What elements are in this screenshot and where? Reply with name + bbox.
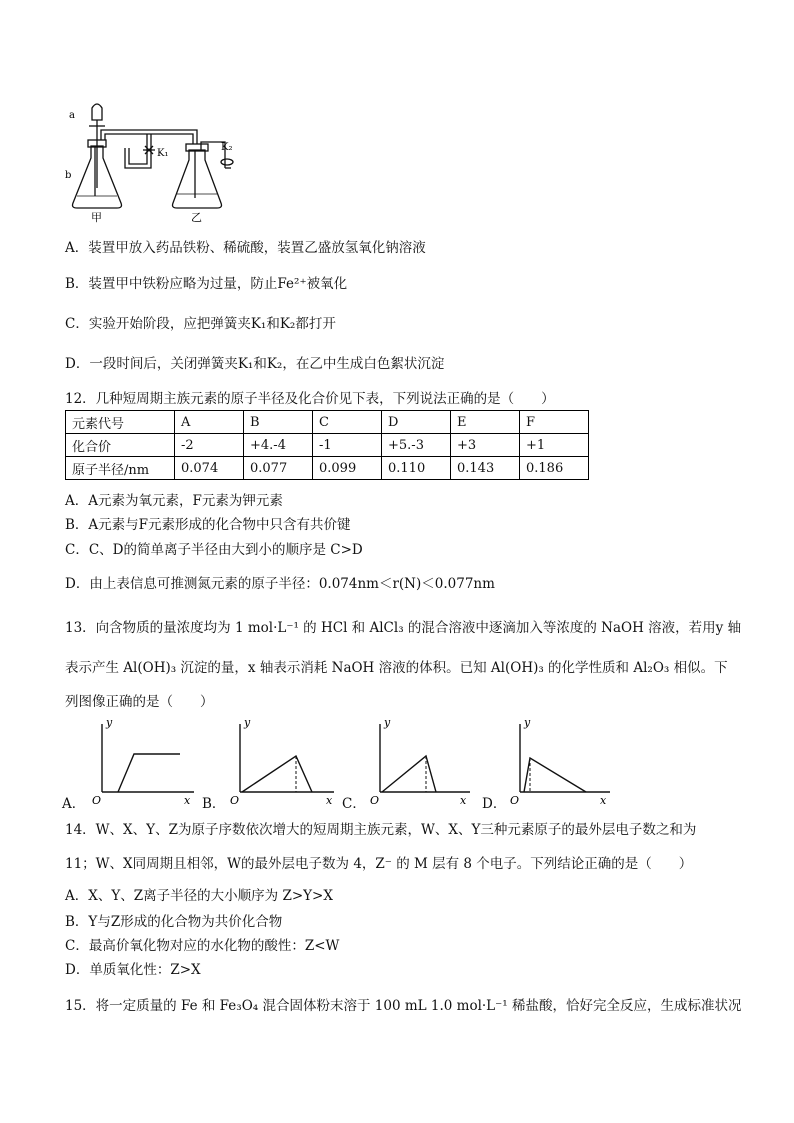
q12-stem: 12．几种短周期主族元素的原子半径及化合价见下表，下列说法正确的是（ ）: [65, 391, 555, 407]
q11-option-a: A．装置甲放入药品铁粉、稀硫酸，装置乙盛放氢氧化钠溶液: [65, 240, 426, 256]
apparatus-label-b: b: [65, 170, 72, 181]
q11-option-c: C．实验开始阶段，应把弹簧夹K₁和K₂都打开: [65, 316, 336, 332]
table-cell: +3: [451, 434, 520, 457]
q14-option-b: B．Y与Z形成的化合物为共价化合物: [65, 914, 283, 930]
table-cell: 化合价: [66, 434, 175, 457]
graph-c-label: C．: [342, 796, 366, 812]
graph-b-y: y: [244, 716, 251, 729]
apparatus-drawing: [65, 98, 255, 223]
apparatus-label-k1: K₁: [157, 148, 169, 159]
graph-d-o: O: [510, 794, 520, 807]
table-cell: +1: [520, 434, 589, 457]
q14-line2: 11；W、X同周期且相邻，W的最外层电子数为 4，Z⁻ 的 M 层有 8 个电子。下列结论正确的是（ ）: [65, 856, 693, 872]
graph-d-x: x: [600, 794, 607, 807]
graph-b: [222, 712, 342, 807]
graph-c-o: O: [370, 794, 380, 807]
table-cell: 0.099: [313, 457, 382, 480]
graph-a-x: x: [184, 794, 191, 807]
table-cell: -2: [175, 434, 244, 457]
apparatus-label-yi: 乙: [191, 211, 202, 223]
apparatus-label-a: a: [69, 110, 75, 121]
graph-c-y: y: [384, 716, 391, 729]
q13-line3: 列图像正确的是（ ）: [65, 694, 214, 710]
table-cell: 0.110: [382, 457, 451, 480]
table-cell: B: [244, 411, 313, 434]
graph-a-o: O: [92, 794, 102, 807]
table-cell: C: [313, 411, 382, 434]
q13-line2: 表示产生 Al(OH)₃ 沉淀的量，x 轴表示消耗 NaOH 溶液的体积。已知 Al(OH)₃ 的化学性质和 Al₂O₃ 相似。下: [65, 660, 728, 676]
table-cell: E: [451, 411, 520, 434]
graph-a-label: A．: [62, 796, 86, 812]
q11-option-b: B．装置甲中铁粉应略为过量，防止Fe²⁺被氧化: [65, 276, 348, 292]
apparatus-label-k2: K₂: [221, 142, 233, 153]
table-cell: 0.074: [175, 457, 244, 480]
graph-a-y: y: [106, 716, 113, 729]
table-cell: 0.077: [244, 457, 313, 480]
graph-d-y: y: [524, 716, 531, 729]
q11-option-d: D．一段时间后，关闭弹簧夹K₁和K₂，在乙中生成白色絮状沉淀: [65, 356, 445, 372]
q15-line1: 15．将一定质量的 Fe 和 Fe₃O₄ 混合固体粉末溶于 100 mL 1.0 mol·L⁻¹ 稀盐酸，恰好完全反应，生成标准状况: [65, 998, 742, 1014]
graph-b-o: O: [230, 794, 240, 807]
table-row: [66, 434, 589, 457]
graph-c: [362, 712, 477, 807]
q14-option-a: A．X、Y、Z离子半径的大小顺序为 Z>Y>X: [65, 888, 333, 904]
graph-b-label: B．: [202, 796, 226, 812]
table-cell: +4.-4: [244, 434, 313, 457]
table-cell: A: [175, 411, 244, 434]
q12-option-a: A．A元素为氧元素，F元素为钾元素: [65, 493, 283, 509]
graph-c-x: x: [460, 794, 467, 807]
graph-d-label: D．: [482, 796, 507, 812]
table-cell: 0.143: [451, 457, 520, 480]
q14-option-c: C．最高价氧化物对应的水化物的酸性：Z<W: [65, 938, 340, 954]
graph-a: [84, 712, 199, 807]
apparatus-figure: [65, 98, 255, 223]
table-cell: -1: [313, 434, 382, 457]
table-row: [66, 457, 589, 480]
q13-line1: 13．向含物质的量浓度均为 1 mol·L⁻¹ 的 HCl 和 AlCl₃ 的混合溶液中逐滴加入等浓度的 NaOH 溶液，若用y 轴: [65, 620, 742, 636]
q12-option-b: B．A元素与F元素形成的化合物中只含有共价键: [65, 517, 351, 533]
table-row: [66, 411, 589, 434]
table-cell: +5.-3: [382, 434, 451, 457]
q14-option-d: D．单质氧化性：Z>X: [65, 962, 201, 978]
table-cell: 元素代号: [66, 411, 175, 434]
q12-table: [65, 410, 589, 480]
table-cell: F: [520, 411, 589, 434]
graph-d: [502, 712, 617, 807]
table-cell: 原子半径/nm: [66, 457, 175, 480]
graph-b-x: x: [326, 794, 333, 807]
q12-option-c: C．C、D的简单离子半径由大到小的顺序是 C>D: [65, 542, 363, 558]
table-cell: 0.186: [520, 457, 589, 480]
q14-line1: 14．W、X、Y、Z为原子序数依次增大的短周期主族元素，W、X、Y三种元素原子的最外层电子数之和为: [65, 822, 697, 838]
apparatus-label-jia: 甲: [91, 211, 102, 223]
table-cell: D: [382, 411, 451, 434]
q12-option-d: D．由上表信息可推测氮元素的原子半径：0.074nm＜r(N)＜0.077nm: [65, 576, 495, 592]
